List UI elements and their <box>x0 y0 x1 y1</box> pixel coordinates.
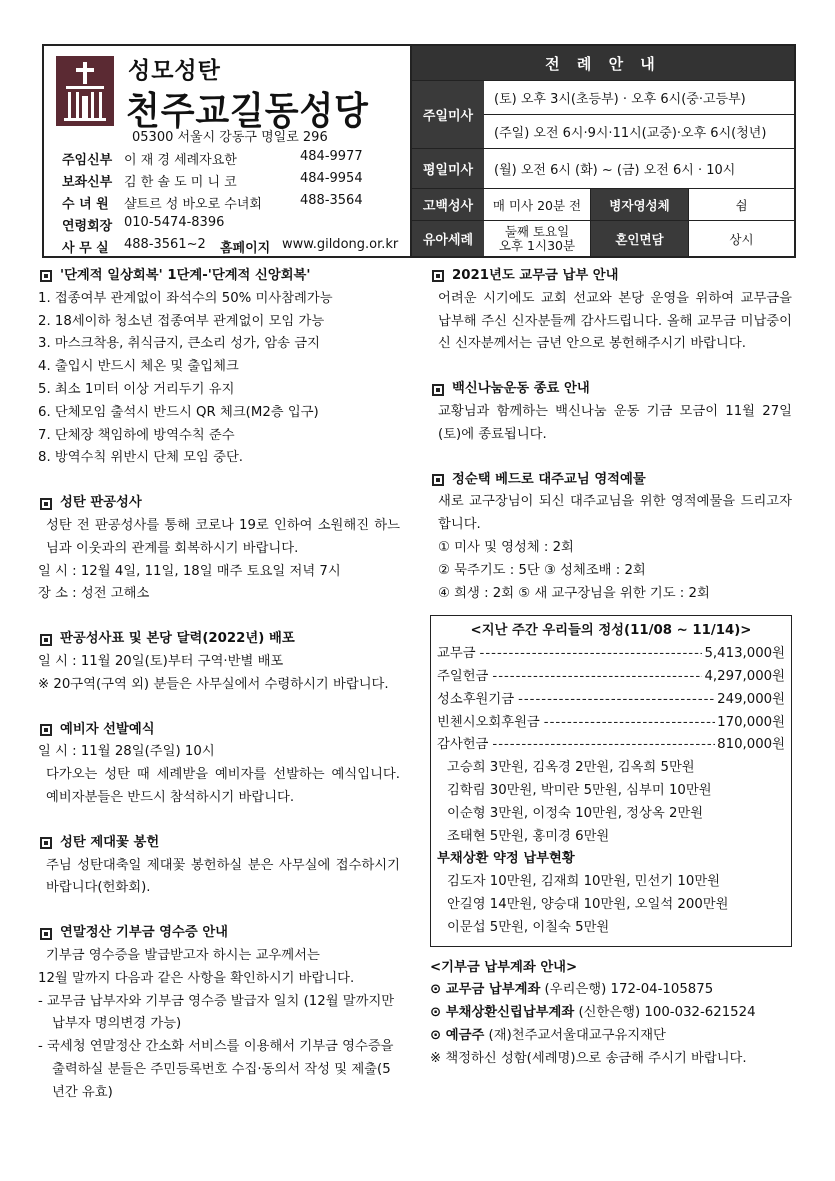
dotted-leader <box>518 689 715 712</box>
dotted-leader <box>492 734 715 757</box>
baptism-row <box>412 220 794 256</box>
weekday-mass-line: (월) 오전 6시 (화) ~ (금) 오전 6시 · 10시 <box>494 163 736 178</box>
donor-line: 이순형 3만원, 이정숙 10만원, 정상옥 2만원 <box>447 805 704 821</box>
list-item: - 국세청 연말정산 간소화 서비스를 이용해서 기부금 영수증을 출력하실 분들은 주민등록번호 수집·동의서 작성 및 제출(5년간 유효) <box>38 1039 394 1100</box>
section-body: 다가오는 성탄 때 세례받을 예비자를 선발하는 예식입니다. 예비자분들은 반드시 참석하시기 바랍니다. <box>46 767 400 805</box>
section-body: 교황님과 함께하는 백신나눔 운동 기금 모금이 11월 27일(토)에 종료됩니다. <box>438 403 792 442</box>
section-title <box>38 719 400 742</box>
section-title <box>38 832 400 855</box>
square-bullet-icon <box>432 474 444 486</box>
offering-row <box>437 643 785 666</box>
church-logo <box>56 56 114 126</box>
church-info-panel <box>44 46 412 256</box>
section-title <box>430 378 792 401</box>
baptism-cells <box>484 221 794 256</box>
section-title-text: '단계적 일상회복' 1단계-'단계적 신앙회복' <box>60 268 311 283</box>
section-title-text: 정순택 베드로 대주교님 영적예물 <box>452 471 646 487</box>
staff-role: 연령회장 <box>62 219 113 234</box>
donor-line: 조태현 5만원, 홍미경 6만원 <box>447 828 610 844</box>
section-title-text: 성탄 제대꽃 봉헌 <box>60 834 160 850</box>
staff-name: 이 재 경 세례자요한 <box>124 153 237 168</box>
notice-vaccine <box>430 378 792 446</box>
notice-confession <box>38 492 400 606</box>
confession-row <box>412 188 794 220</box>
list-item: - 교무금 납부자와 기부금 영수증 발급자 일치 (12월 말까지만 납부자 명의변경 가능) <box>38 993 395 1032</box>
donor-line: 안길영 14만원, 양승대 10만원, 오일석 200만원 <box>447 896 729 912</box>
service-schedule-title: 전 례 안 내 <box>412 46 794 80</box>
office-row <box>62 237 398 256</box>
notice-altar-flowers <box>38 832 400 900</box>
account-line <box>430 1002 792 1025</box>
dotted-leader <box>492 666 702 689</box>
section-title-text: 연말정산 기부금 영수증 안내 <box>60 925 229 941</box>
sunday-mass-row <box>412 80 794 148</box>
church-address: 05300 서울시 강동구 명일로 296 <box>132 130 328 145</box>
confession-cells <box>484 189 794 220</box>
staff-name: 샬트르 성 바오로 수녀회 <box>124 197 262 212</box>
list-item: 3. 마스크착용, 취식금지, 큰소리 성가, 암송 금지 <box>38 336 320 352</box>
offering-amount: 5,413,000원 <box>704 646 785 662</box>
account-label: ⊙ 예금주 <box>430 1027 485 1043</box>
marriage-interview-value: 상시 <box>688 221 794 256</box>
square-bullet-icon <box>432 384 444 396</box>
weekday-mass-label: 평일미사 <box>412 149 484 188</box>
square-bullet-icon <box>40 634 52 646</box>
marriage-interview-label: 혼인면담 <box>590 221 688 256</box>
list-item: 8. 방역수칙 위반시 단체 모임 중단. <box>38 450 244 466</box>
sunday-mass-times <box>484 81 794 148</box>
account-value: (신한은행) 100-032-621524 <box>574 1005 756 1021</box>
donor-line: 김학림 30만원, 박미란 5만원, 심부미 10만원 <box>447 782 712 798</box>
square-bullet-icon <box>40 498 52 510</box>
sunday-mass-line: (주일) 오전 6시·9시·11시(교중)·오후 6시(청년) <box>484 114 794 148</box>
section-title-text: 2021년도 교무금 납부 안내 <box>452 268 619 283</box>
infant-baptism-label: 유아세례 <box>412 221 484 256</box>
infant-baptism-value <box>484 221 590 256</box>
staff-row <box>62 149 363 168</box>
offering-name: 성소후원기금 <box>437 691 515 707</box>
notice-catechumen <box>38 719 400 810</box>
bulletin-header <box>42 44 796 258</box>
section-title <box>38 492 400 515</box>
square-bullet-icon <box>40 724 52 736</box>
section-body: 성탄 전 판공성사를 통해 코로나 19로 인하여 소원해진 하느님과 이웃과의 관계를 회복하시기 바랍니다. <box>46 517 400 556</box>
section-title <box>430 265 792 288</box>
offering-name: 주일헌금 <box>437 668 489 684</box>
church-logo-icon <box>56 56 114 126</box>
notice-tithe <box>430 265 792 356</box>
section-body: 주님 성탄대축일 제대꽃 봉헌하실 분은 사무실에 접수하시기 바랍니다(헌화회). <box>46 857 400 896</box>
sunday-mass-line: (토) 오후 3시(초등부) · 오후 6시(중·고등부) <box>494 92 746 107</box>
square-bullet-icon <box>40 270 52 282</box>
section-title <box>38 265 400 288</box>
list-item: 6. 단체모임 출석시 반드시 QR 체크(M2층 입구) <box>38 404 319 420</box>
church-name: 천주교길동성당 <box>126 89 369 133</box>
list-item: 5. 최소 1미터 이상 거리두기 유지 <box>38 381 235 397</box>
offering-amount: 810,000원 <box>717 737 785 753</box>
section-body: 새로 교구장님이 되신 대주교님을 위한 영적예물을 드리고자 합니다. <box>438 494 792 533</box>
section-title-text: 백신나눔운동 종료 안내 <box>452 381 590 397</box>
square-bullet-icon <box>40 928 52 940</box>
list-item: 7. 단체장 책임하에 방역수칙 준수 <box>38 427 235 443</box>
sick-communion-value: 쉼 <box>688 189 794 220</box>
dotted-leader <box>480 643 703 666</box>
section-body: 12월 말까지 다음과 같은 사항을 확인하시기 바랍니다. <box>38 970 355 986</box>
notice-donation-receipt <box>38 922 400 1104</box>
infant-baptism-day: 둘째 토요일 <box>504 223 570 239</box>
offering-name: 빈첸시오회후원금 <box>437 714 540 730</box>
section-note: ※ 20구역(구역 외) 분들은 사무실에서 수령하시기 바랍니다. <box>38 676 389 692</box>
list-item: ② 묵주기도 : 5단 ③ 성체조배 : 2회 <box>438 562 646 578</box>
account-label: ⊙ 부채상환신립납부계좌 <box>430 1005 575 1021</box>
debt-repayment-title: 부채상환 약정 납부현황 <box>437 851 575 867</box>
offering-row <box>437 734 785 757</box>
staff-phone: 488-3564 <box>300 193 363 208</box>
sunday-mass-label: 주일미사 <box>412 81 484 148</box>
section-date: 일 시 : 11월 20일(토)부터 구역·반별 배포 <box>38 653 284 669</box>
section-title <box>38 628 400 651</box>
service-schedule-panel <box>412 46 794 256</box>
account-value: (재)천주교서울대교구유지재단 <box>484 1027 666 1043</box>
sick-communion-label: 병자영성체 <box>590 189 688 220</box>
right-column <box>430 265 792 1071</box>
section-title-text: 판공성사표 및 본당 달력(2022년) 배포 <box>60 631 295 647</box>
confession-value: 매 미사 20분 전 <box>492 197 582 213</box>
homepage-label: 홈페이지 <box>220 241 271 256</box>
section-date: 일 시 : 11월 28일(주일) 10시 <box>38 744 215 760</box>
donor-line: 김도자 10만원, 김재희 10만원, 민선기 10만원 <box>447 874 721 890</box>
account-value: (우리은행) 172-04-105875 <box>540 982 714 998</box>
account-label: ⊙ 교무금 납부계좌 <box>430 982 541 998</box>
notice-recovery <box>38 265 400 470</box>
square-bullet-icon <box>40 837 52 849</box>
notice-spiritual-gift <box>430 469 792 606</box>
section-body: 기부금 영수증을 발급받고자 하시는 교우께서는 <box>46 947 320 963</box>
section-title <box>38 922 400 945</box>
offering-amount: 4,297,000원 <box>704 668 785 684</box>
staff-role: 주임신부 <box>62 153 113 168</box>
section-date: 일 시 : 12월 4일, 11일, 18일 매주 토요일 저녁 7시 <box>38 563 341 579</box>
donation-accounts <box>430 957 792 1071</box>
left-column <box>38 265 400 1127</box>
donor-line: 고승희 3만원, 김옥경 2만원, 김옥희 5만원 <box>447 760 695 776</box>
list-item: 1. 접종여부 관계없이 좌석수의 50% 미사참례가능 <box>38 290 333 306</box>
offering-amount: 170,000원 <box>717 714 785 730</box>
accounts-title: <기부금 납부계좌 안내> <box>430 959 578 975</box>
donor-line: 이문섭 5만원, 이칠숙 5만원 <box>447 919 610 935</box>
list-item: 2. 18세이하 청소년 접종여부 관계없이 모임 가능 <box>38 313 325 329</box>
confession-label: 고백성사 <box>412 189 484 220</box>
notice-calendar <box>38 628 400 696</box>
staff-phone: 484-9954 <box>300 171 363 186</box>
staff-name: 김 한 솔 도 미 니 코 <box>124 175 237 190</box>
staff-row <box>62 215 300 234</box>
homepage-link[interactable]: www.gildong.or.kr <box>282 237 399 252</box>
weekly-offering-box <box>430 615 792 946</box>
account-note: ※ 책정하신 성함(세례명)으로 송금해 주시기 바랍니다. <box>430 1050 747 1066</box>
staff-row <box>62 193 363 212</box>
office-role: 사 무 실 <box>62 241 109 256</box>
staff-name: 010-5474-8396 <box>124 215 225 230</box>
offering-name: 감사헌금 <box>437 737 489 753</box>
church-subtitle: 성모성탄 <box>128 58 221 84</box>
account-line <box>430 979 792 1002</box>
office-phone: 488-3561~2 <box>124 237 206 252</box>
staff-role: 수 녀 원 <box>62 197 109 212</box>
staff-phone: 484-9977 <box>300 149 363 164</box>
offering-amount: 249,000원 <box>717 691 785 707</box>
offering-title: <지난 주간 우리들의 정성(11/08 ~ 11/14)> <box>470 623 752 639</box>
section-title-text: 예비자 선발예식 <box>60 721 155 737</box>
section-title <box>430 469 792 492</box>
square-bullet-icon <box>432 270 444 282</box>
section-title-text: 성탄 판공성사 <box>60 495 142 511</box>
dotted-leader <box>544 712 715 735</box>
staff-row <box>62 171 363 190</box>
offering-name: 교무금 <box>437 646 476 662</box>
list-item: ④ 희생 : 2회 ⑤ 새 교구장님을 위한 기도 : 2회 <box>438 585 710 601</box>
section-place: 장 소 : 성전 고해소 <box>38 586 150 602</box>
section-body: 어려운 시기에도 교회 선교와 본당 운영을 위하여 교무금을 납부해 주신 신자분들께 감사드립니다. 올해 교무금 미납중이신 신자분께서는 금년 안으로 봉헌해주시기 바랍니다. <box>438 290 792 352</box>
list-item: ① 미사 및 영성체 : 2회 <box>438 539 574 555</box>
weekday-mass-row <box>412 148 794 188</box>
list-item: 4. 출입시 반드시 체온 및 출입체크 <box>38 359 239 375</box>
offering-row <box>437 666 785 689</box>
account-line <box>430 1025 792 1048</box>
offering-row <box>437 689 785 712</box>
staff-role: 보좌신부 <box>62 175 113 190</box>
weekday-mass-times <box>484 149 794 188</box>
infant-baptism-time: 오후 1시30분 <box>498 237 576 253</box>
offering-row <box>437 712 785 735</box>
